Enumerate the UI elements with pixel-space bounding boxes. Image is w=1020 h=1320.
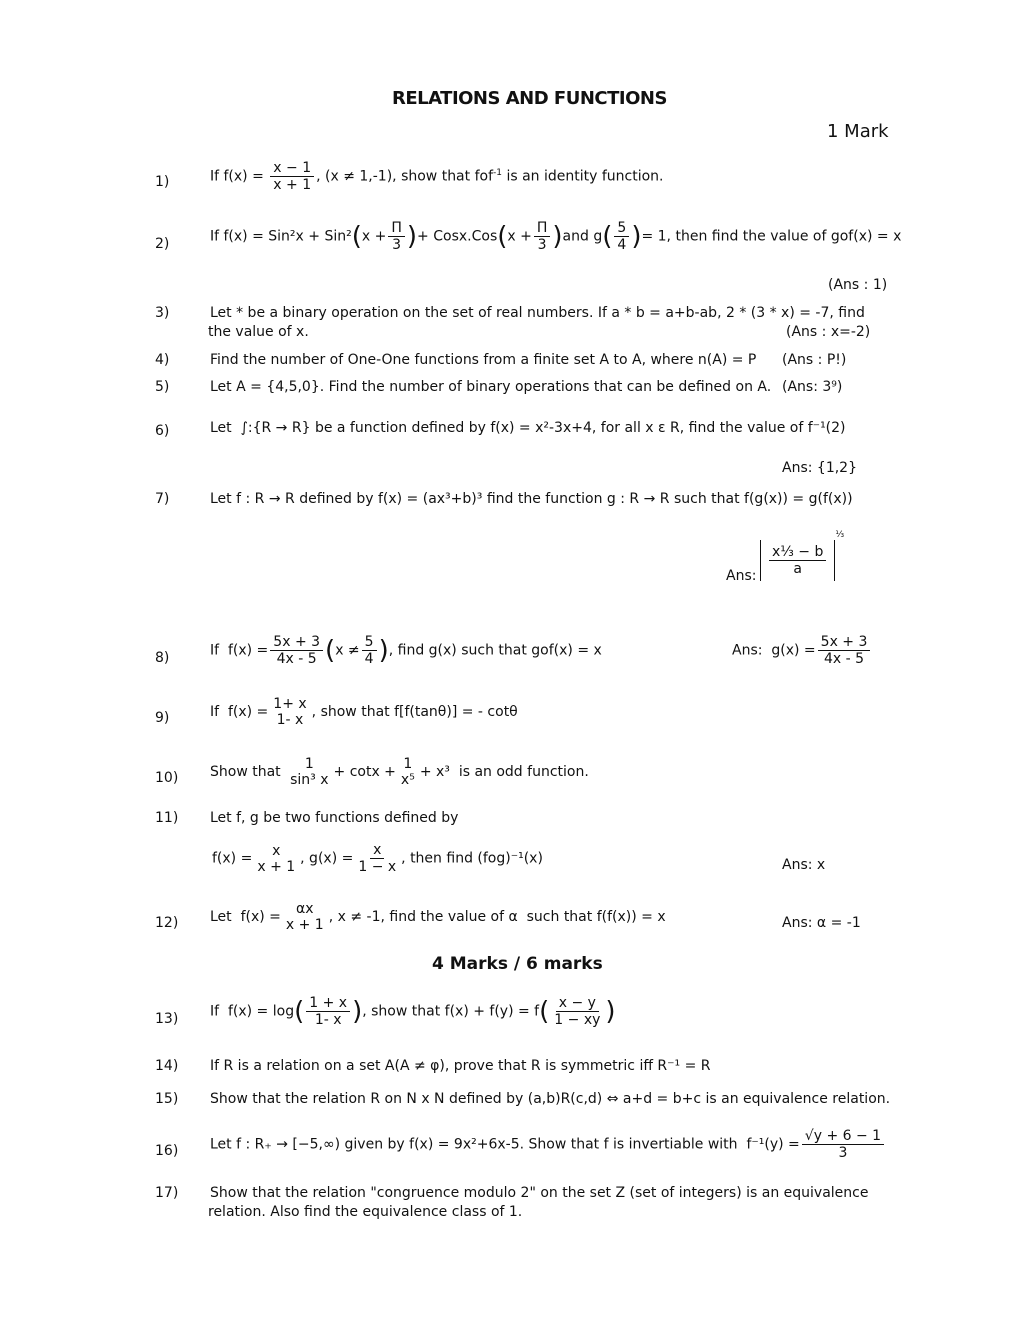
question-1: If f(x) = $\frac{x - 1}{x + 1}$ , (x ≠ 1,-1), show that fof$^{-1}$ is an identity function.	[210, 160, 664, 194]
question-number: 3)	[155, 305, 170, 321]
answer-expression: $\frac{\text{x⅓ − b}}{a}$ $^{\frac{1}{3}}$	[760, 540, 844, 581]
question-number: 8)	[155, 650, 170, 666]
question-16: Let f : R₊ → [−5,∞) given by f(x) = 9x²+6x-5. Show that f is invertiable with f⁻¹(y) = $\frac{√y + 6 - 1}{3}$	[210, 1128, 886, 1161]
question-3-line1: Let * be a binary operation on the set of real numbers. If a * b = a+b-ab, 2 * (3 * x) = -7, find	[210, 305, 865, 321]
answer: (Ans: 3⁹)	[782, 379, 843, 395]
question-11-expression: f(x) = x x + 1 , g(x) = $\frac{x}{1 - x}$ , then find (fog)⁻¹(x)	[212, 842, 543, 876]
question-3-line2: the value of x.	[208, 324, 309, 340]
question-number: 4)	[155, 352, 170, 368]
question-5: Let A = {4,5,0}. Find the number of binary operations that can be defined on A.	[210, 379, 772, 395]
question-number: 9)	[155, 710, 170, 726]
question-number: 14)	[155, 1058, 179, 1074]
question-number: 6)	[155, 423, 170, 439]
answer: (Ans : x=-2)	[786, 324, 871, 340]
question-11: Let f, g be two functions defined by	[210, 810, 459, 826]
question-7: Let f : R → R defined by f(x) = (ax³+b)³ find the function g : R → R such that f(g(x)) = g(f(x))	[210, 491, 853, 507]
answer: Ans: g(x) = $\frac{5x + 3}{4x - 5}$	[732, 634, 872, 667]
question-number: 15)	[155, 1091, 179, 1107]
question-number: 7)	[155, 491, 170, 507]
answer: (Ans : P!)	[782, 352, 847, 368]
question-number: 1)	[155, 174, 170, 190]
answer: Ans: x	[782, 857, 826, 873]
question-number: 5)	[155, 379, 170, 395]
answer-label: Ans:	[726, 568, 757, 584]
section-heading-1-mark: 1 Mark	[827, 121, 889, 142]
question-13: If f(x) = log( $\frac{1 + x}{1- x}$ ), show that f(x) + f(y) = f( $\frac{x - y}{1 - xy}$ )	[210, 995, 616, 1029]
question-number: 17)	[155, 1185, 179, 1201]
question-15: Show that the relation R on N x N defined by (a,b)R(c,d) ⇔ a+d = b+c is an equivalence relation.	[210, 1091, 891, 1107]
question-17-line1: Show that the relation "congruence modulo 2" on the set Z (set of integers) is an equivalence	[210, 1185, 869, 1201]
question-number: 11)	[155, 810, 179, 826]
question-8: If f(x) = $\frac{5x + 3}{4x - 5}$ (x ≠ $\frac{5}{4}$ ), find g(x) such that gof(x) = x	[210, 634, 602, 668]
question-number: 10)	[155, 770, 179, 786]
question-number: 2)	[155, 236, 170, 252]
question-number: 12)	[155, 915, 179, 931]
question-17-line2: relation. Also find the equivalence class of 1.	[208, 1204, 523, 1220]
question-4: Find the number of One-One functions from a finite set A to A, where n(A) = P	[210, 352, 757, 368]
answer: Ans: α = -1	[782, 915, 861, 931]
question-12: Let f(x) = αx x + 1 , x ≠ -1, find the value of α such that f(f(x)) = x	[210, 901, 666, 934]
question-14: If R is a relation on a set A(A ≠ φ), prove that R is symmetric iff R⁻¹ = R	[210, 1058, 711, 1074]
question-9: If f(x) = 1+ x 1- x , show that f[f(tanθ)] = - cotθ	[210, 696, 518, 729]
question-2: If f(x) = Sin²x + Sin²(x + $\frac{\Pi}{3}$ )+ Cosx.Cos(x + $\frac{\Pi}{3}$ )and g( $\frac{5}{4}$ )= 1, then find the value of gof(x) = x	[210, 220, 902, 254]
question-number: 13)	[155, 1011, 179, 1027]
answer: Ans: {1,2}	[782, 460, 857, 476]
answer: (Ans : 1)	[828, 277, 888, 293]
question-number: 16)	[155, 1143, 179, 1159]
section-heading-4-6-marks: 4 Marks / 6 marks	[432, 954, 603, 974]
question-6: Let ∫:{R → R} be a function defined by f(x) = x²-3x+4, for all x ε R, find the value of f⁻¹(2)	[210, 420, 846, 436]
page-title: RELATIONS AND FUNCTIONS	[392, 88, 667, 109]
question-10: Show that 1 sin³ x + cotx + 1 x⁵ + x³ is an odd function.	[210, 756, 589, 789]
